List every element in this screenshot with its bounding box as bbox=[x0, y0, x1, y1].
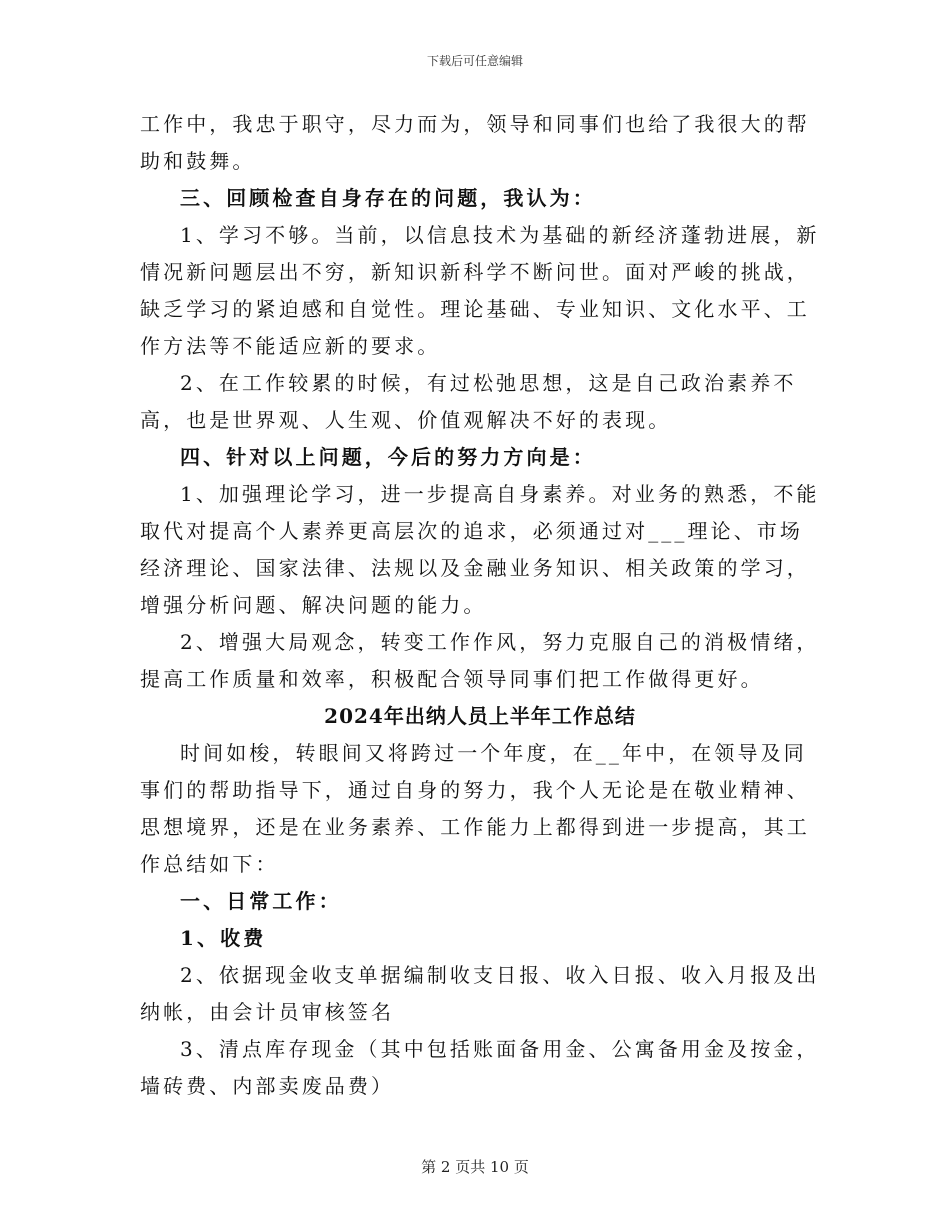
paragraph-problem-1: 1、学习不够。当前，以信息技术为基础的新经济蓬勃进展，新情况新问题层出不穷，新知识新科学不断问世。面对严峻的挑战，缺乏学习的紧迫感和自觉性。理论基础、专业知识、文化水平、工作方法等不能适应新的要求。 bbox=[140, 223, 820, 358]
page-number-footer: 第 2 页共 10 页 bbox=[421, 1158, 529, 1176]
section-heading-daily-work: 一、日常工作： bbox=[180, 889, 342, 913]
paragraph-intro: 时间如梭，转眼间又将跨过一个年度，在__年中，在领导及同事们的帮助指导下，通过自身的努力，我个人无论是在敬业精神、思想境界，还是在业务素养、工作能力上都得到进一步提高，其工作总结如下： bbox=[140, 741, 810, 876]
paragraph-problem-2: 2、在工作较累的时候，有过松弛思想，这是自己政治素养不高，也是世界观、人生观、价值观解决不好的表现。 bbox=[140, 371, 797, 432]
paragraph-direction-1: 1、加强理论学习，进一步提高自身素养。对业务的熟悉，不能取代对提高个人素养更高层次的追求，必须通过对___理论、市场经济理论、国家法律、法规以及金融业务知识、相关政策的学习，增强分析问题、解决问题的能力。 bbox=[140, 482, 820, 617]
document-title: 2024年出纳人员上半年工作总结 bbox=[324, 704, 636, 728]
document-body bbox=[140, 106, 820, 1105]
paragraph-continuation: 工作中，我忠于职守，尽力而为，领导和同事们也给了我很大的帮助和鼓舞。 bbox=[140, 112, 810, 173]
paragraph-direction-2: 2、增强大局观念，转变工作作风，努力克服自己的消极情绪，提高工作质量和效率，积极配合领导同事们把工作做得更好。 bbox=[140, 630, 820, 691]
section-heading-direction: 四、针对以上问题，今后的努力方向是： bbox=[180, 445, 596, 469]
page-header-note: 下载后可任意编辑 bbox=[426, 54, 523, 68]
subheading-fees: 1、收费 bbox=[180, 926, 267, 950]
paragraph-daily-3: 3、清点库存现金（其中包括账面备用金、公寓备用金及按金，墙砖费、内部卖废品费） bbox=[140, 1037, 820, 1098]
paragraph-daily-2: 2、依据现金收支单据编制收支日报、收入日报、收入月报及出纳帐，由会计员审核签名 bbox=[140, 963, 820, 1024]
section-heading-problems: 三、回顾检查自身存在的问题，我认为： bbox=[180, 186, 596, 210]
